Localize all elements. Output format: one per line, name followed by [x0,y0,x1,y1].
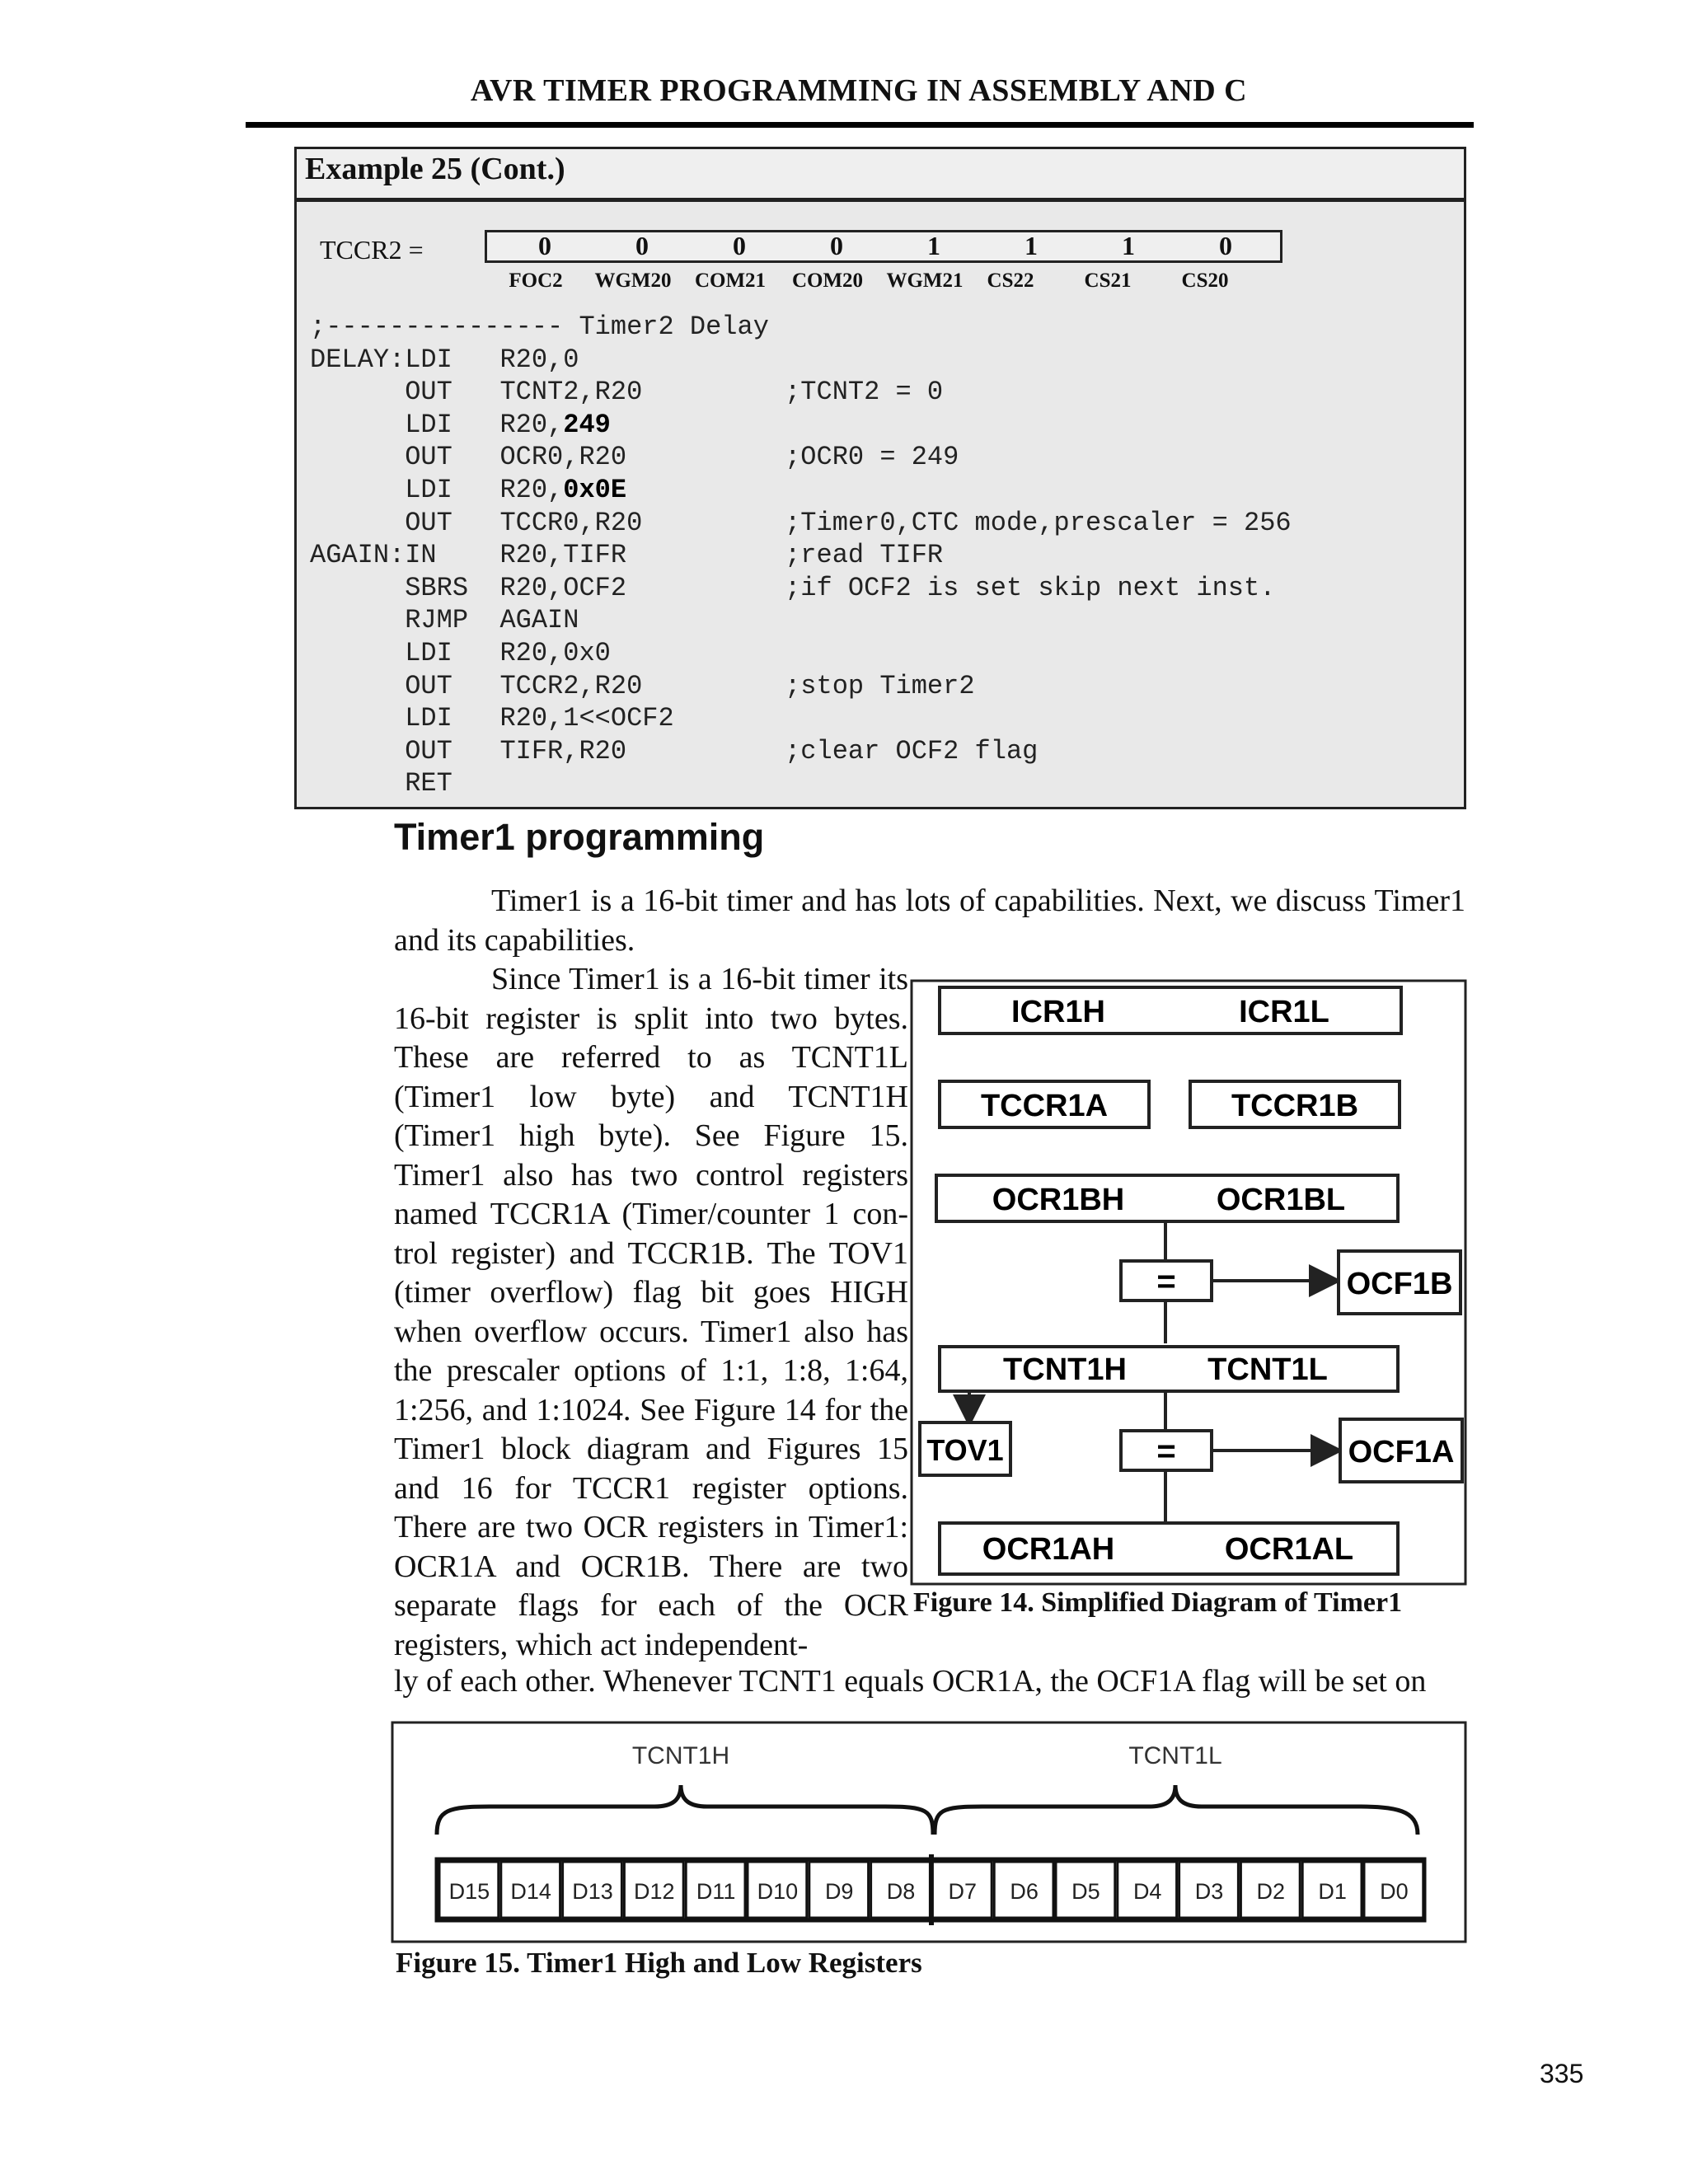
figure14-caption: Figure 14. Simplified Diagram of Timer1 [913,1587,1403,1618]
register-cell-label: D3 [1194,1879,1224,1904]
bit-name: CS22 [987,269,1034,292]
code-line: LDI R20,0x0 [310,637,611,668]
register-cell-label: D10 [757,1879,799,1904]
code-line: OUT TCCR2,R20 ;stop Timer2 [310,670,975,701]
register-cell-label: D11 [696,1879,736,1904]
page-number: 335 [1540,2059,1584,2088]
code-line: OUT TCNT2,R20 ;TCNT2 = 0 [310,377,944,408]
bit-name: COM21 [694,269,767,292]
tccr1b-label: TCCR1B [1231,1089,1359,1123]
assembly-code-listing [310,311,1292,800]
bit-value: 0 [1219,231,1232,260]
register-label: TCCR2 = [320,235,424,265]
ocr1bl-label: OCR1BL [1216,1183,1346,1217]
register-cell-label: D12 [634,1879,675,1904]
tcnt1l-label: TCNT1L [1207,1352,1328,1387]
tcnt1h-label: TCNT1H [1003,1352,1127,1387]
example-title: Example 25 (Cont.) [305,152,565,186]
register-cell-label: D2 [1256,1879,1286,1904]
register-cell-label: D9 [824,1879,854,1904]
example-box [294,147,1466,809]
figure15-caption: Figure 15. Timer1 High and Low Registers [396,1947,922,1979]
tcnt1h-group-label: TCNT1H [631,1742,730,1769]
ocr1al-label: OCR1AL [1224,1532,1354,1567]
bit-value: 0 [635,231,649,260]
tccr1a-label: TCCR1A [980,1089,1109,1123]
section-heading: Timer1 programming [394,816,765,858]
code-line: OUT TCCR0,R20 ;Timer0,CTC mode,prescaler = 256 [310,507,1292,538]
code-line: DELAY:LDI R20,0 [310,344,579,375]
comparator-a-label: = [1156,1433,1176,1469]
code-line: LDI R20,1<<OCF2 [310,703,674,734]
bit-value: 0 [830,231,843,260]
register-cell-label: D14 [510,1879,551,1904]
bit-value: 0 [538,231,551,260]
bit-name: CS21 [1084,269,1132,292]
register-cell-label: D4 [1132,1879,1162,1904]
register-cell-label: D1 [1318,1879,1347,1904]
bit-name: CS20 [1181,269,1229,292]
bit-value: 0 [733,231,746,260]
bit-name: FOC2 [509,269,563,292]
icr1-register-box [940,987,1401,1033]
bit-name: COM20 [791,269,864,292]
register-cell-label: D15 [448,1879,490,1904]
ocr1bh-label: OCR1BH [992,1183,1125,1217]
register-cell-label: D0 [1380,1879,1409,1904]
body-paragraph-continuation: ly of each other. Whenever TCNT1 equals OCR1A, the OCF1A flag will be set on [394,1664,1427,1699]
code-line: AGAIN:IN R20,TIFR ;read TIFR [310,540,944,571]
code-line: RET [310,768,500,799]
code-line: ;--------------- Timer2 Delay [310,312,769,342]
bit-value: 1 [1122,231,1135,260]
timer1-high-low-register-diagram [391,1721,1469,1945]
code-line: LDI R20,0x0E [310,474,627,505]
tov1-label: TOV1 [926,1433,1004,1467]
bit-value: 1 [927,231,940,260]
intro-paragraph: Timer1 is a 16-bit timer and has lots of capabilities. Next, we discuss Timer1 and its capabilities. [394,883,1465,958]
code-line: SBRS R20,OCF2 ;if OCF2 is set skip next inst. [310,572,1276,603]
code-line: LDI R20,249 [310,409,611,440]
icr1h-label: ICR1H [1010,995,1106,1029]
bit-value: 1 [1025,231,1038,260]
tcnt1l-group-label: TCNT1L [1128,1742,1222,1769]
header-rule [246,122,1474,128]
register-cell-label: D6 [1010,1879,1039,1904]
register-cell-label: D7 [948,1879,978,1904]
bit-name: WGM21 [886,269,964,292]
register-cell-label: D5 [1071,1879,1100,1904]
ocf1b-label: OCF1B [1346,1267,1453,1301]
register-cell-label: D13 [572,1879,613,1904]
comparator-b-label: = [1156,1263,1176,1300]
bit-name: WGM20 [594,269,672,292]
icr1l-label: ICR1L [1239,995,1329,1029]
code-line: OUT OCR0,R20 ;OCR0 = 249 [310,442,959,473]
body-paragraph: Since Timer1 is a 16-bit timer its 16-bit register is split into two bytes. These are referred to as TCNT1L (Timer1 low byte) and TCNT1H (Timer1 high byte). See Figure 15. Timer1 also has two control registers named TCCR1A (Timer/counter 1 con-trol register) and TCCR1B. The TOV1 (timer overflow) flag bit goes HIGH when overflow occurs. Timer1 also has the prescaler options of 1:1, 1:8, 1:64, 1:256, and 1:1024. See Figure 14 for the Timer1 block diagram and Figures 15 and 16 for TCCR1 register options. There are two OCR registers in Timer1: OCR1A and OCR1B. There are two separate flags for each of the OCR registers, which act independent- [394,962,908,1662]
ocr1ah-label: OCR1AH [982,1532,1115,1567]
running-head: AVR TIMER PROGRAMMING IN ASSEMBLY AND C [470,73,1248,108]
code-line: OUT TIFR,R20 ;clear OCF2 flag [310,735,1039,766]
ocf1a-label: OCF1A [1348,1435,1455,1469]
register-cell-label: D8 [886,1879,916,1904]
code-line: RJMP AGAIN [310,605,579,636]
timer1-block-diagram [910,979,1467,1586]
register-bits-box [485,230,1282,263]
example-title-bar [297,149,1464,202]
